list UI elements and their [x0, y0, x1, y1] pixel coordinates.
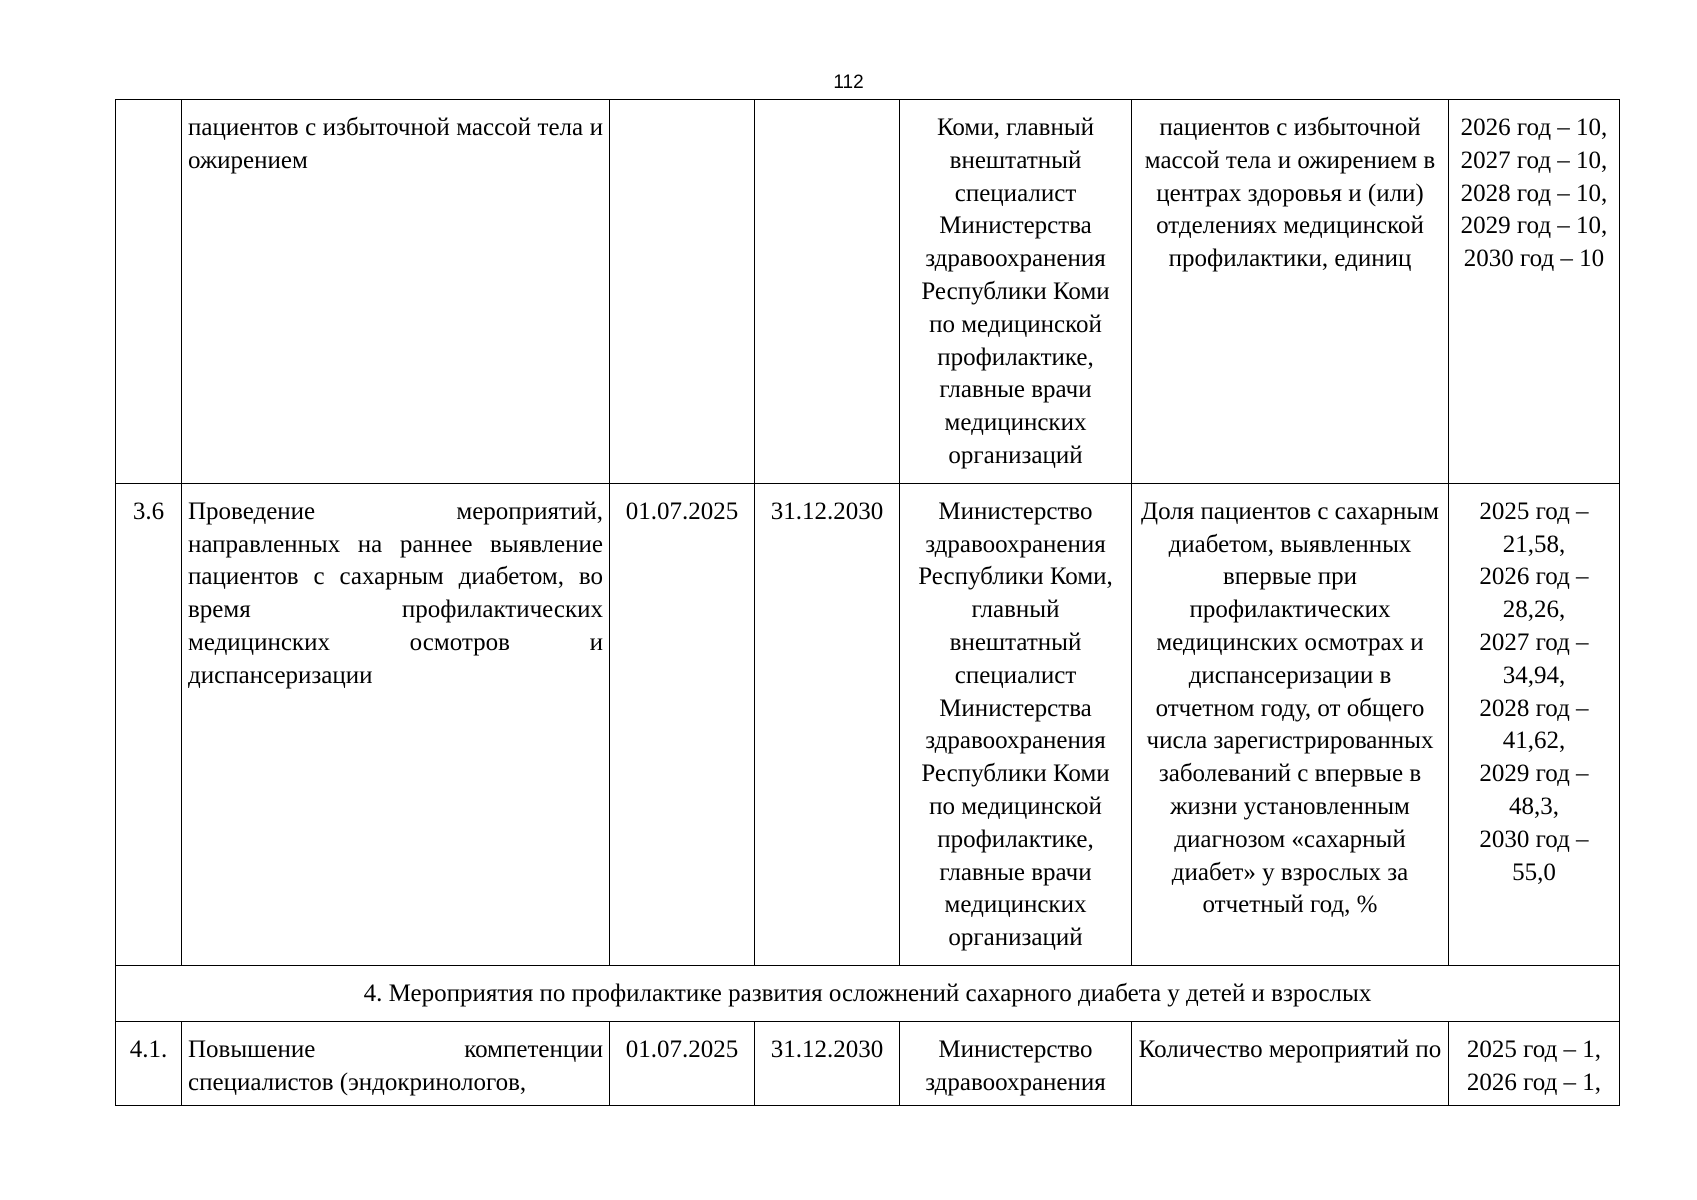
end-date-cell: 31.12.2030: [755, 483, 900, 965]
table-row: [116, 483, 1620, 965]
row-number-cell: 3.6: [116, 483, 182, 965]
target-values-cell: [1449, 100, 1620, 484]
section-title: 4. Мероприятия по профилактике развития осложнений сахарного диабета у детей и взрослых: [116, 965, 1620, 1021]
responsible-cell: Министерство здравоохранения: [900, 1021, 1132, 1106]
target-value: 2025 год – 1,: [1466, 1035, 1602, 1063]
indicator-cell: пациентов с избыточной массой тела и ожирением в центрах здоровья и (или) отделениях медицинской профилактики, единиц: [1132, 100, 1449, 484]
end-date-cell: [755, 100, 900, 484]
row-number-cell: [116, 100, 182, 484]
target-values-list: [1455, 112, 1613, 276]
target-value: 2028 год – 10,: [1460, 179, 1608, 207]
responsible-cell: Министерство здравоохранения Республики Коми, главный внештатный специалист Министерства здравоохранения Республики Коми по медицинской профилактике, главные врачи медицинских организаций: [900, 483, 1132, 965]
target-value: 2025 год – 21,58,: [1479, 497, 1589, 558]
target-values-list: [1455, 496, 1613, 890]
target-value: 2028 год – 41,62,: [1479, 694, 1589, 755]
table-row: [116, 100, 1620, 484]
indicator-cell: Доля пациентов с сахарным диабетом, выявленных впервые при профилактических медицинских осмотрах и диспансеризации в отчетном году, от общего числа зарегистрированных заболеваний с впервые в жизни установленным диагнозом «сахарный диабет» у взрослых за отчетный год, %: [1132, 483, 1449, 965]
start-date-cell: [610, 100, 755, 484]
end-date-cell: 31.12.2030: [755, 1021, 900, 1106]
start-date-cell: 01.07.2025: [610, 1021, 755, 1106]
target-value: 2029 год – 10,: [1460, 212, 1608, 240]
target-values-list: [1455, 1034, 1613, 1100]
measures-table: [115, 99, 1620, 1106]
target-value: 2026 год – 1,: [1466, 1068, 1602, 1096]
target-values-cell: [1449, 483, 1620, 965]
target-value: 2027 год – 34,94,: [1479, 628, 1589, 689]
start-date-cell: 01.07.2025: [610, 483, 755, 965]
table-row: [116, 1021, 1620, 1106]
measure-title-cell: Повышение компетенции специалистов (эндокринологов,: [182, 1021, 610, 1106]
row-number-cell: 4.1.: [116, 1021, 182, 1106]
indicator-cell: Количество мероприятий по: [1132, 1021, 1449, 1106]
target-value: 2029 год – 48,3,: [1479, 760, 1589, 820]
target-value: 2030 год – 10: [1463, 245, 1605, 273]
target-value: 2030 год – 55,0: [1479, 825, 1589, 886]
measure-title-cell: пациентов с избыточной массой тела и ожирением: [182, 100, 610, 484]
target-values-cell: [1449, 1021, 1620, 1106]
target-value: 2027 год – 10,: [1460, 146, 1608, 174]
target-value: 2026 год – 10,: [1460, 114, 1608, 141]
responsible-cell: Коми, главный внештатный специалист Министерства здравоохранения Республики Коми по медицинской профилактике, главные врачи медицинских организаций: [900, 100, 1132, 484]
measure-title-cell: Проведение мероприятий, направленных на раннее выявление пациентов с сахарным диабетом, во время профилактических медицинских осмотров и диспансеризации: [182, 483, 610, 965]
page-number: 112: [833, 72, 864, 93]
target-value: 2026 год – 28,26,: [1479, 563, 1589, 624]
section-header-row: [116, 965, 1620, 1021]
